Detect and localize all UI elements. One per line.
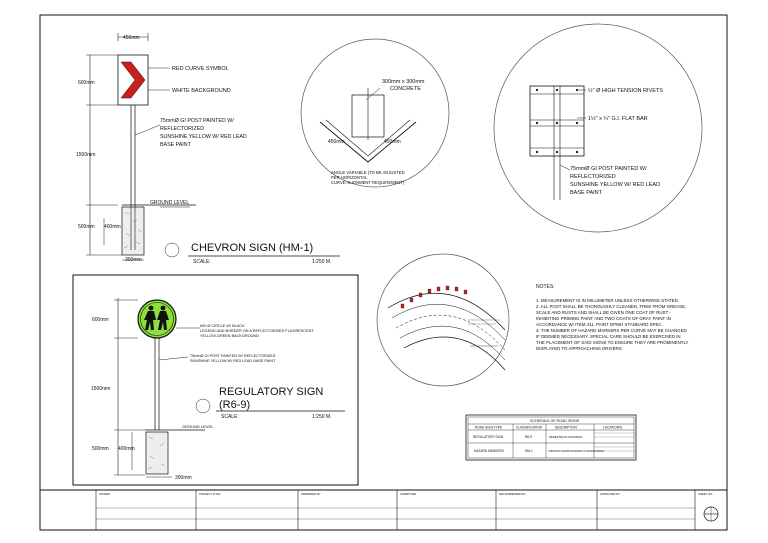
schedule-row2-type: HAZARD MARKERS xyxy=(474,449,504,453)
reg-dim-embed: 400mm xyxy=(118,446,135,452)
schedule-title: SCHEDULE OF ROAD SIGNS xyxy=(530,419,580,423)
chevron-scale-label: SCALE: xyxy=(193,259,211,265)
chevron-post-note-4: BASE PAINT xyxy=(160,142,191,148)
chevron-dim-embed: 400mm xyxy=(104,224,121,230)
reg-dim-base: 500mm xyxy=(92,446,109,452)
note-line-6: 3. THE NUMBER OF HAZARD MARKERS PER CURVE MAY BE CHANGED xyxy=(536,328,687,333)
reg-post-note-2: SUNSHINE YELLOW W/ RED LEAD BASE PAINT xyxy=(190,359,276,363)
rivets-post-note-2: REFLECTORIZED xyxy=(570,174,616,180)
title-block-recommended: RECOMMENDED BY xyxy=(499,492,527,496)
reg-ground-level: GROUND LEVEL xyxy=(182,424,214,429)
rivets-post-note-1: 75mmØ GI POST PAINTED W/ xyxy=(570,166,647,172)
regulatory-scale-label: SCALE: xyxy=(221,414,239,420)
regulatory-title: REGULATORY SIGN xyxy=(219,386,324,398)
chevron-ground-level: GROUND LEVEL xyxy=(150,200,190,206)
schedule-header-desc: DESCRIPTION xyxy=(555,425,577,430)
reg-dim-post: 1500mm xyxy=(91,386,111,392)
chevron-post-note-2: REFLECTORIZED xyxy=(160,126,205,132)
rivets-label: ½" Ø HIGH TENSION RIVETS xyxy=(588,88,663,94)
chevron-dim-footing: 300mm xyxy=(125,257,142,263)
note-line-8: THE PLACEMENT OF SAID SIGNS TO ENSURE THEY ARE PROMINENTLY xyxy=(536,340,689,345)
note-line-9: DISPLAYED TO APPROACHING DRIVERS. xyxy=(536,346,623,351)
regulatory-footing xyxy=(146,432,168,474)
chevron-scale-value: 1:250 M. xyxy=(312,259,332,265)
title-block-owner: OWNER xyxy=(99,492,110,496)
concrete-dim-right: 450mm xyxy=(384,139,401,145)
concrete-angle-note-1: ANGLE VARIABLE (TO BE ADJUSTED xyxy=(331,170,405,175)
title-block-project: PROJECT TITLE xyxy=(199,492,221,496)
note-line-5: ACCORDANCE W/ ITEM 411, PAINT DPWH STANDARD SPEC. xyxy=(536,322,663,327)
chevron-footing xyxy=(122,207,144,255)
reg-sign-note-1: 600 Ø CIRCLE W/ BLACK xyxy=(200,324,245,328)
schedule-row1-class: R6-9 xyxy=(525,435,532,439)
schedule-header-class: CLASSIFICATION xyxy=(516,425,542,430)
schedule-header-type: ROAD SIGN TYPE xyxy=(475,425,503,430)
schedule-row2-desc: CHEVRON HAZARD MARKERS (CHEVRON SIGN) xyxy=(548,450,604,453)
chevron-dim-post: 1500mm xyxy=(76,152,96,158)
concrete-label-2: CONCRETE xyxy=(390,86,421,92)
notes-heading: NOTES: xyxy=(536,284,555,290)
concrete-label-1: 300mm x 300mm xyxy=(382,79,425,85)
note-line-1: 1. MEASUREMENT IS IN MILLIMETER UNLESS OTHERWISE STATED. xyxy=(536,298,680,303)
concrete-angle-note-2: PER HORIZONTAL xyxy=(331,175,368,180)
note-line-2: 2. ALL POST SHALL BE THOROUGHLY CLEANED, FREE FROM GREASE, xyxy=(536,304,687,309)
note-line-4: INHIBITING PRIMING PAINT AND TWO COATS OF GRAY PAINT IN xyxy=(536,316,671,321)
chevron-dim-top: 450mm xyxy=(123,35,140,41)
title-block-submitted: SUBMITTED xyxy=(400,492,417,496)
concrete-dim-left: 450mm xyxy=(328,139,345,145)
note-line-7: IF DEEMED NECESSARY. SPECIAL CARE SHOULD BE EXERCISED IN xyxy=(536,334,681,339)
schedule-row2-class: HM-1 xyxy=(525,449,533,453)
reg-sign-note-2: LEGEND AND BORDER ON A REFLECTORIZED FLUORESCENT xyxy=(200,329,314,333)
chevron-dim-base: 500mm xyxy=(78,224,95,230)
rivets-post-note-3: SUNSHINE YELLOW W/ RED LEAD xyxy=(570,182,661,188)
label-red-curve-symbol: RED CURVE SYMBOL xyxy=(172,66,229,72)
schedule-of-road-signs xyxy=(466,415,636,460)
rivets-post-note-4: BASE PAINT xyxy=(570,190,602,196)
title-block-approved: APPROVED BY xyxy=(600,492,621,496)
chevron-post-note-1: 75mmØ GI POST PAINTED W/ xyxy=(160,118,234,124)
chevron-post-note-3: SUNSHINE YELLOW W/ RED LEAD xyxy=(160,134,247,140)
regulatory-subtitle: (R6-9) xyxy=(219,399,251,411)
pedestrian-crossing-sign xyxy=(138,300,176,338)
reg-dim-sign: 600mm xyxy=(92,317,109,323)
title-block-sheet-no: SHEET NO. xyxy=(698,492,714,496)
chevron-dim-sign: 600mm xyxy=(78,80,95,86)
chevron-title: CHEVRON SIGN (HM-1) xyxy=(191,242,314,254)
label-white-background: WHITE BACKGROUND xyxy=(172,88,231,94)
schedule-header-loc: LOCATION/S xyxy=(603,425,623,430)
regulatory-scale-value: 1:250 M. xyxy=(312,414,332,420)
reg-dim-footing: 300mm xyxy=(175,475,192,481)
reg-sign-note-3: YELLOW-GREEN BACKGROUND xyxy=(200,334,259,338)
note-line-3: SCALE AND RUSTS AND SHALL BE GIVEN ONE COAT OF RUST - xyxy=(536,310,671,315)
schedule-row1-type: REGULATORY SIGN xyxy=(473,435,504,439)
title-block-prepared: PREPARED BY xyxy=(301,492,321,496)
reg-post-note-1: 75mmØ GI POST PAINTED W/ REFLECTORIZED xyxy=(190,354,276,358)
schedule-row1-desc: PEDESTRIAN CROSSING xyxy=(549,435,583,439)
concrete-angle-note-3: CURVE ALIGNMENT REQUIREMENT) xyxy=(331,180,405,185)
flat-bar-label: 1½" x ¼" G.I. FLAT BAR xyxy=(588,116,648,122)
